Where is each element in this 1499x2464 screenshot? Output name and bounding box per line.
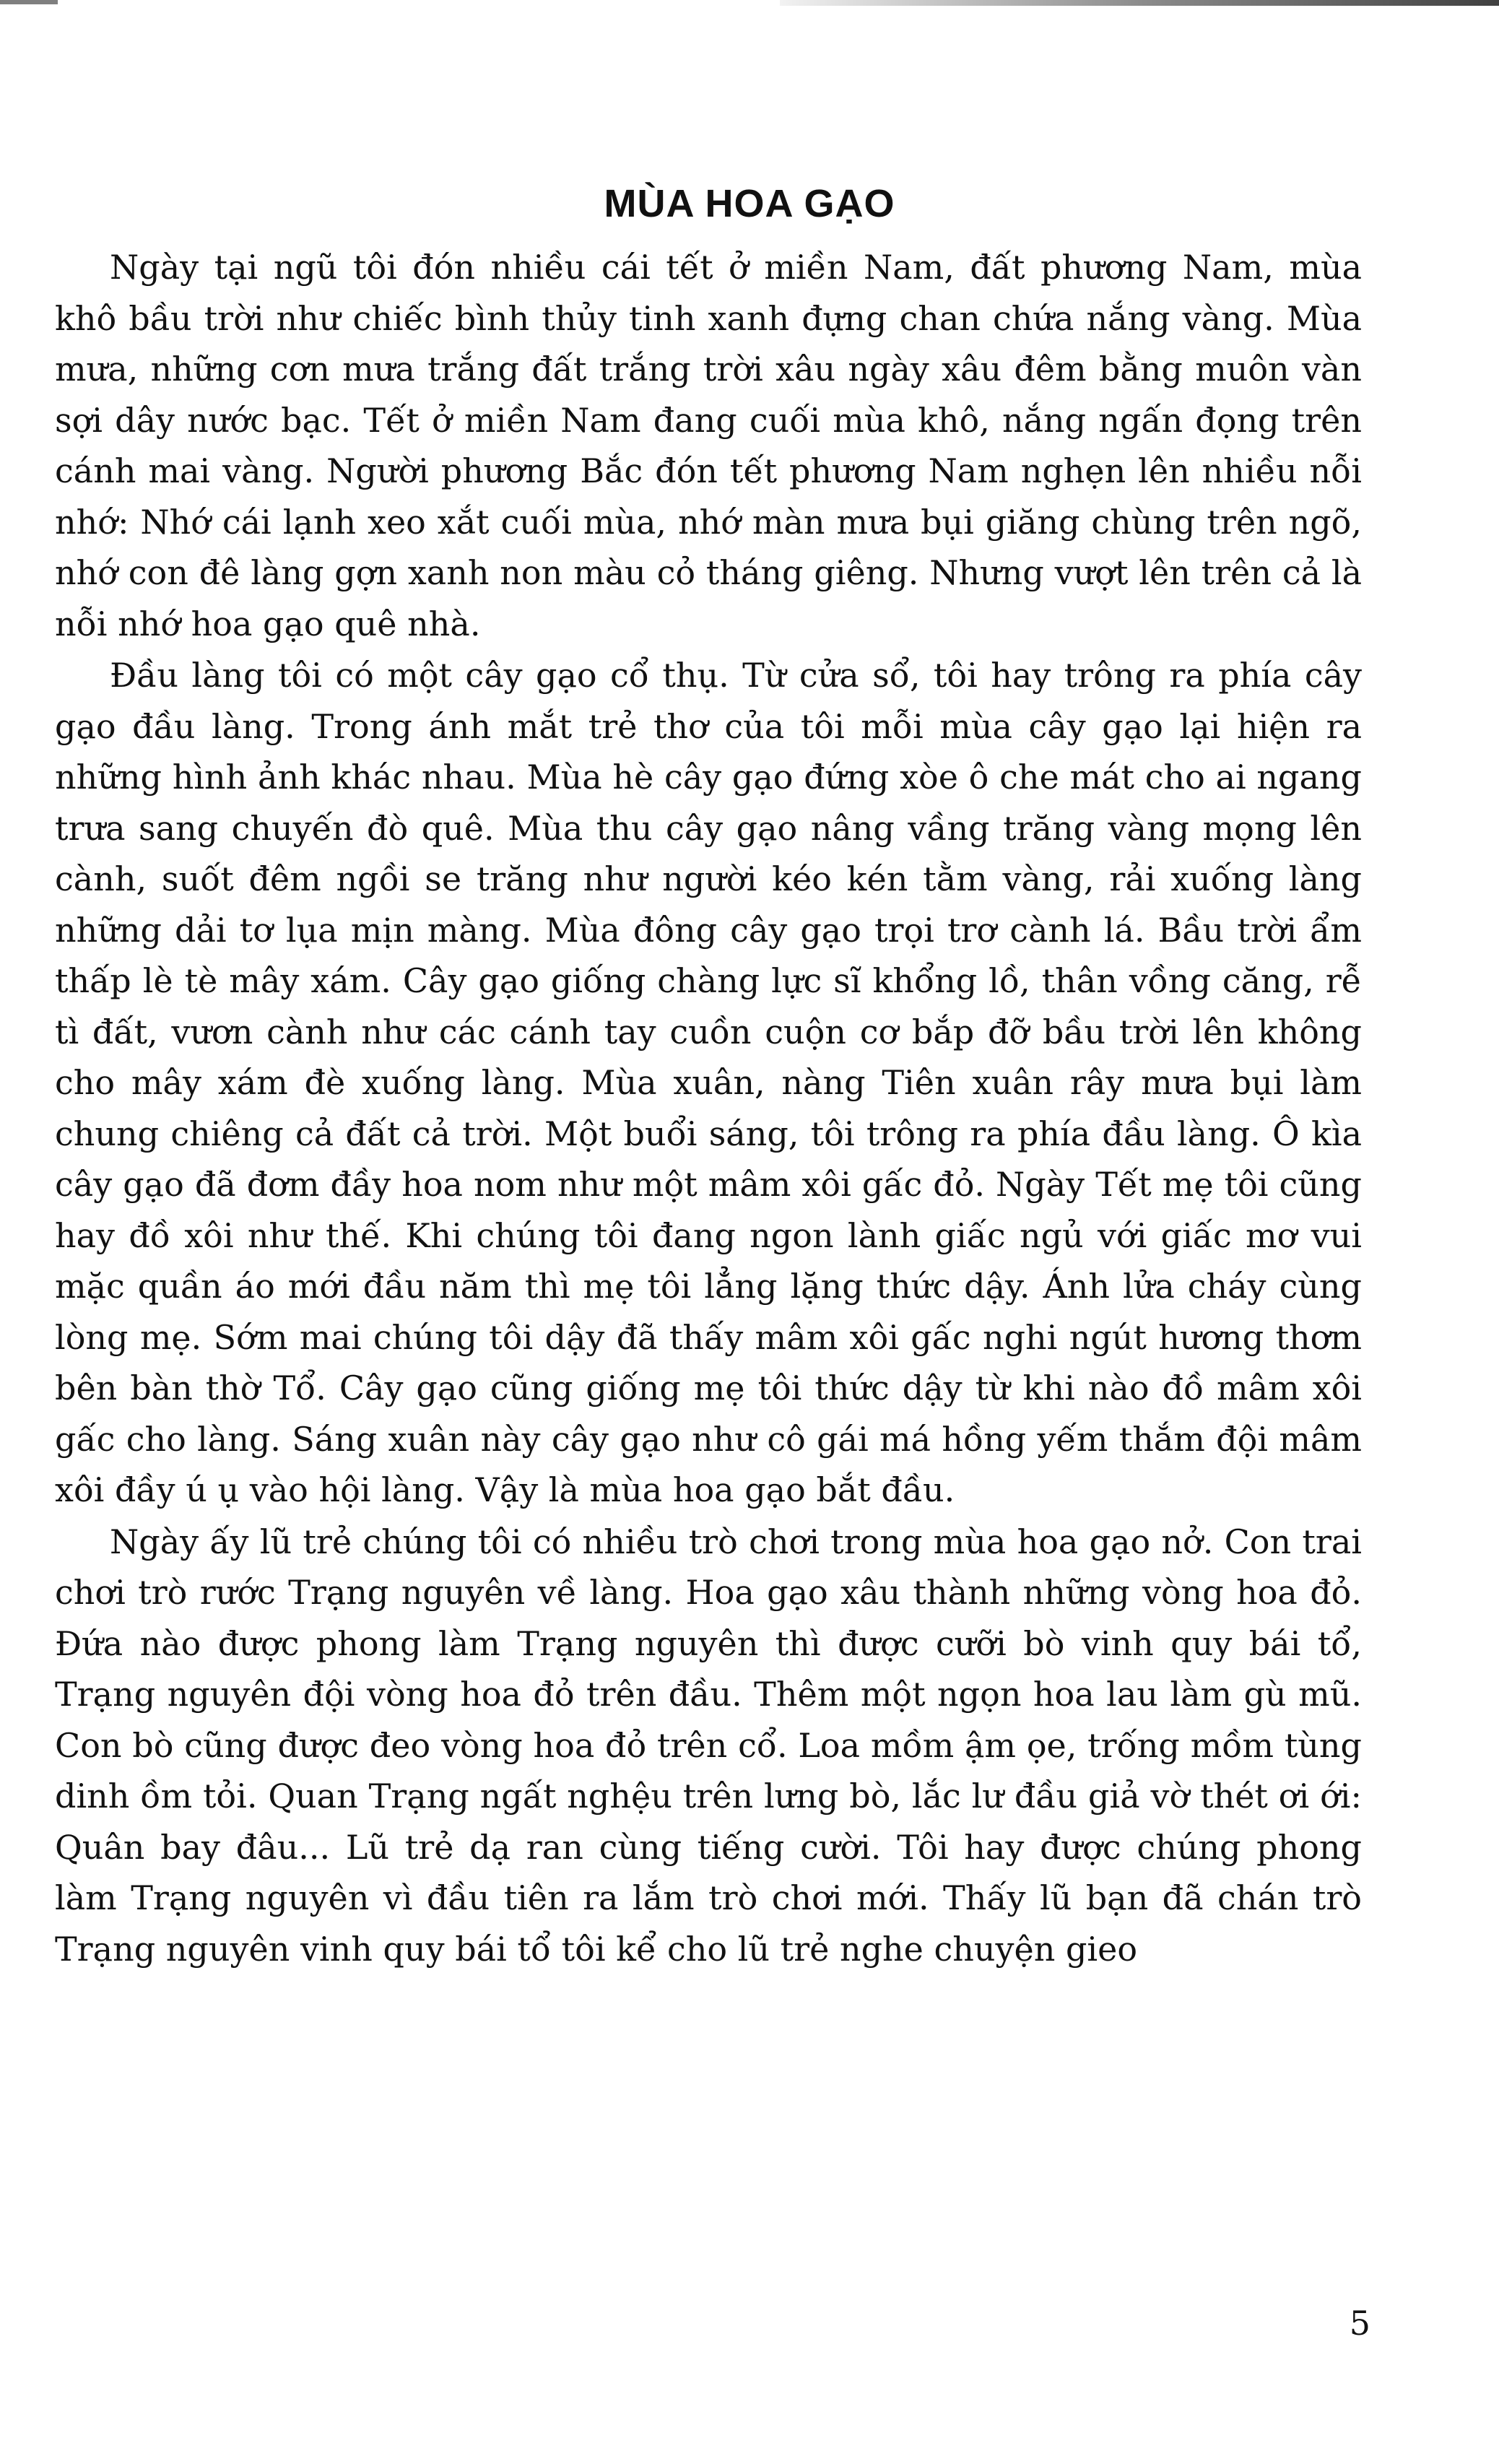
chapter-title: MÙA HOA GẠO bbox=[604, 182, 895, 226]
paragraph-2: Đầu làng tôi có một cây gạo cổ thụ. Từ cửa sổ, tôi hay trông ra phía cây gạo đầu làng. Trong ánh mắt trẻ thơ của tôi mỗi mùa cây gạo lại hiện ra những hình ảnh khác nhau. Mùa hè cây gạo đứng xòe ô che mát cho ai ngang trưa sang chuyến đò quê. Mùa thu cây gạo nâng vầng trăng vàng mọng lên cành, suốt đêm ngồi se trăng như người kéo kén tằm vàng, rải xuống làng những dải tơ lụa mịn màng. Mùa đông cây gạo trọi trơ cành lá. Bầu trời ẩm thấp lè tè mây xám. Cây gạo giống chàng lực sĩ khổng lồ, thân vồng căng, rễ tì đất, vươn cành như các cánh tay cuồn cuộn cơ bắp đỡ bầu trời lên không cho mây xám đè xuống làng. Mùa xuân, nàng Tiên xuân rây mưa bụi làm chung chiêng cả đất cả trời. Một buổi sáng, tôi trông ra phía đầu làng. Ô kìa cây gạo đã đơm đầy hoa nom như một mâm xôi gấc đỏ. Ngày Tết mẹ tôi cũng hay đồ xôi như thế. Khi chúng tôi đang ngon lành giấc ngủ với giấc mơ vui mặc quần áo mới đầu năm thì mẹ tôi lẳng lặng thức dậy. Ánh lửa cháy cùng lòng mẹ. Sớm mai chúng tôi dậy đã thấy mâm xôi gấc nghi ngút hương thơm bên bàn thờ Tổ. Cây gạo cũng giống mẹ tôi thức dậy từ khi nào đồ mâm xôi gấc cho làng. Sáng xuân này cây gạo như cô gái má hồng yếm thắm đội mâm xôi đầy ú ụ vào hội làng. Vậy là mùa hoa gạo bắt đầu. bbox=[55, 656, 1362, 1509]
body-text bbox=[55, 242, 1362, 1975]
paragraph-1: Ngày tại ngũ tôi đón nhiều cái tết ở miền Nam, đất phương Nam, mùa khô bầu trời như chiếc bình thủy tinh xanh đựng chan chứa nắng vàng. Mùa mưa, những cơn mưa trắng đất trắng trời xâu ngày xâu đêm bằng muôn vàn sợi dây nước bạc. Tết ở miền Nam đang cuối mùa khô, nắng ngấn đọng trên cánh mai vàng. Người phương Bắc đón tết phương Nam nghẹn lên nhiều nỗi nhớ: Nhớ cái lạnh xeo xắt cuối mùa, nhớ màn mưa bụi giăng chùng trên ngõ, nhớ con đê làng gợn xanh non màu cỏ tháng giêng. Nhưng vượt lên trên cả là nỗi nhớ hoa gạo quê nhà. bbox=[55, 248, 1362, 643]
paragraph-3: Ngày ấy lũ trẻ chúng tôi có nhiều trò chơi trong mùa hoa gạo nở. Con trai chơi trò rước Trạng nguyên về làng. Hoa gạo xâu thành những vòng hoa đỏ. Đứa nào được phong làm Trạng nguyên thì được cưỡi bò vinh quy bái tổ, Trạng nguyên đội vòng hoa đỏ trên đầu. Thêm một ngọn hoa lau làm gù mũ. Con bò cũng được đeo vòng hoa đỏ trên cổ. Loa mồm ậm ọe, trống mồm tùng dinh ồm tỏi. Quan Trạng ngất nghệu trên lưng bò, lắc lư đầu giả vờ thét ơi ới: Quân bay đâu... Lũ trẻ dạ ran cùng tiếng cười. Tôi hay được chúng phong làm Trạng nguyên vì đầu tiên ra lắm trò chơi mới. Thấy lũ bạn đã chán trò Trạng nguyên vinh quy bái tổ tôi kể cho lũ trẻ nghe chuyện gieo bbox=[55, 1522, 1362, 1969]
scan-edge-mark bbox=[780, 0, 1499, 6]
scan-edge-mark-left bbox=[0, 0, 58, 4]
page-number: 5 bbox=[1349, 2304, 1370, 2343]
